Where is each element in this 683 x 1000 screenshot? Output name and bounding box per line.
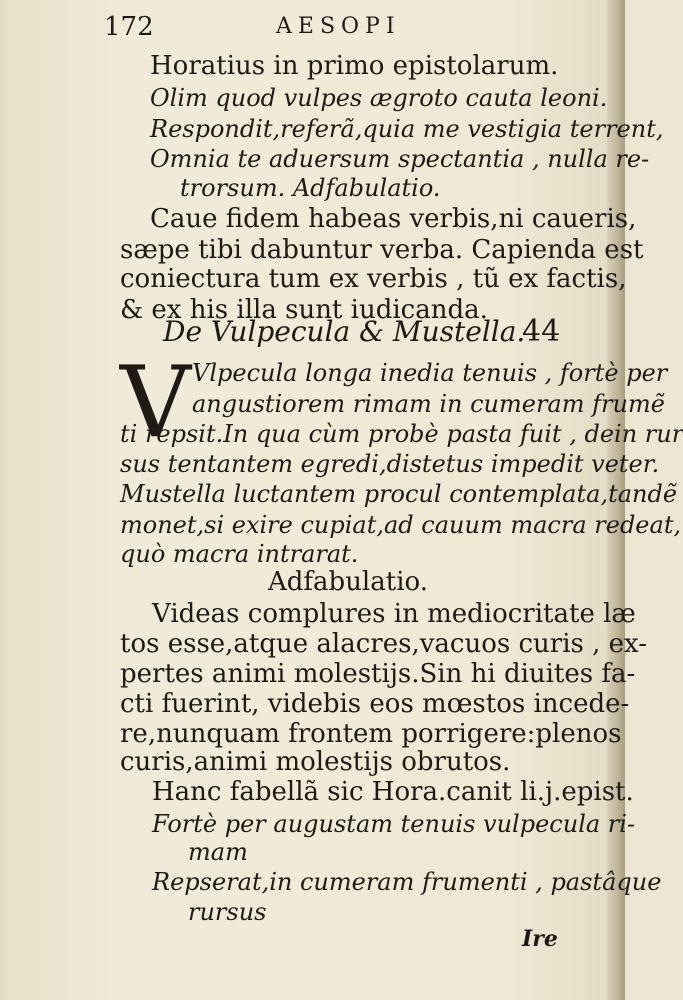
text-line: Horatius in primo epistolarum. — [150, 51, 559, 81]
drop-cap: V — [120, 346, 191, 460]
fable-line: sus tentantem egredi,distetus impedit veter. — [120, 450, 660, 478]
text-line: re,nunquam frontem porrigere:plenos — [120, 719, 622, 749]
fable-line: quò macra intrarat. — [120, 540, 359, 568]
text-line: Respondit,referã,quia me vestigia terrent, — [150, 115, 664, 143]
fable-line: Vlpecula longa inedia tenuis , fortè per — [192, 359, 668, 387]
catchword: Ire — [522, 926, 558, 952]
text-line: sæpe tibi dabuntur verba. Capienda est — [120, 235, 644, 265]
quote-line: rursus — [188, 898, 267, 926]
text-line: pertes animi molestijs.Sin hi diuites fa- — [120, 659, 636, 689]
quote-line: mam — [188, 838, 248, 866]
running-title: AESOPI — [276, 14, 401, 39]
section-title: De Vulpecula & Mustella. — [163, 315, 526, 348]
text-line: Omnia te aduersum spectantia , nulla re- — [150, 145, 650, 173]
text-line: tos esse,atque alacres,vacuos curis , ex- — [120, 629, 648, 659]
fable-line: monet,si exire cupiat,ad cauum macra redeat, — [120, 511, 682, 539]
fable-line: ti repsit.In qua cùm probè pasta fuit , dein rur — [120, 420, 683, 448]
text-line: Caue fidem habeas verbis,ni caueris, — [150, 204, 637, 234]
text-line: cti fuerint, videbis eos mœstos incede- — [120, 689, 630, 719]
quote-line: Fortè per augustam tenuis vulpecula ri- — [152, 810, 636, 838]
text-line: curis,animi molestijs obrutos. — [120, 747, 511, 777]
text-line: coniectura tum ex verbis , tũ ex factis, — [120, 264, 627, 294]
fable-line: Mustella luctantem procul contemplata,tandẽ — [120, 480, 678, 508]
page-number: 172 — [104, 12, 154, 42]
text-line: Videas complures in mediocritate læ — [152, 599, 636, 629]
text-line: trorsum. Adfabulatio. — [180, 174, 441, 202]
text-line: Olim quod vulpes ægroto cauta leoni. — [150, 84, 608, 112]
adfabulatio-heading: Adfabulatio. — [268, 567, 428, 597]
quote-line: Repserat,in cumeram frumenti , pastâque — [152, 868, 662, 896]
text-line: & ex his illa sunt iudicanda. — [120, 295, 488, 325]
fable-line: angustiorem rimam in cumeram frumẽ — [192, 390, 665, 418]
text-line: Hanc fabellã sic Hora.canit li.j.epist. — [152, 777, 634, 807]
section-number: 44 — [522, 314, 561, 349]
